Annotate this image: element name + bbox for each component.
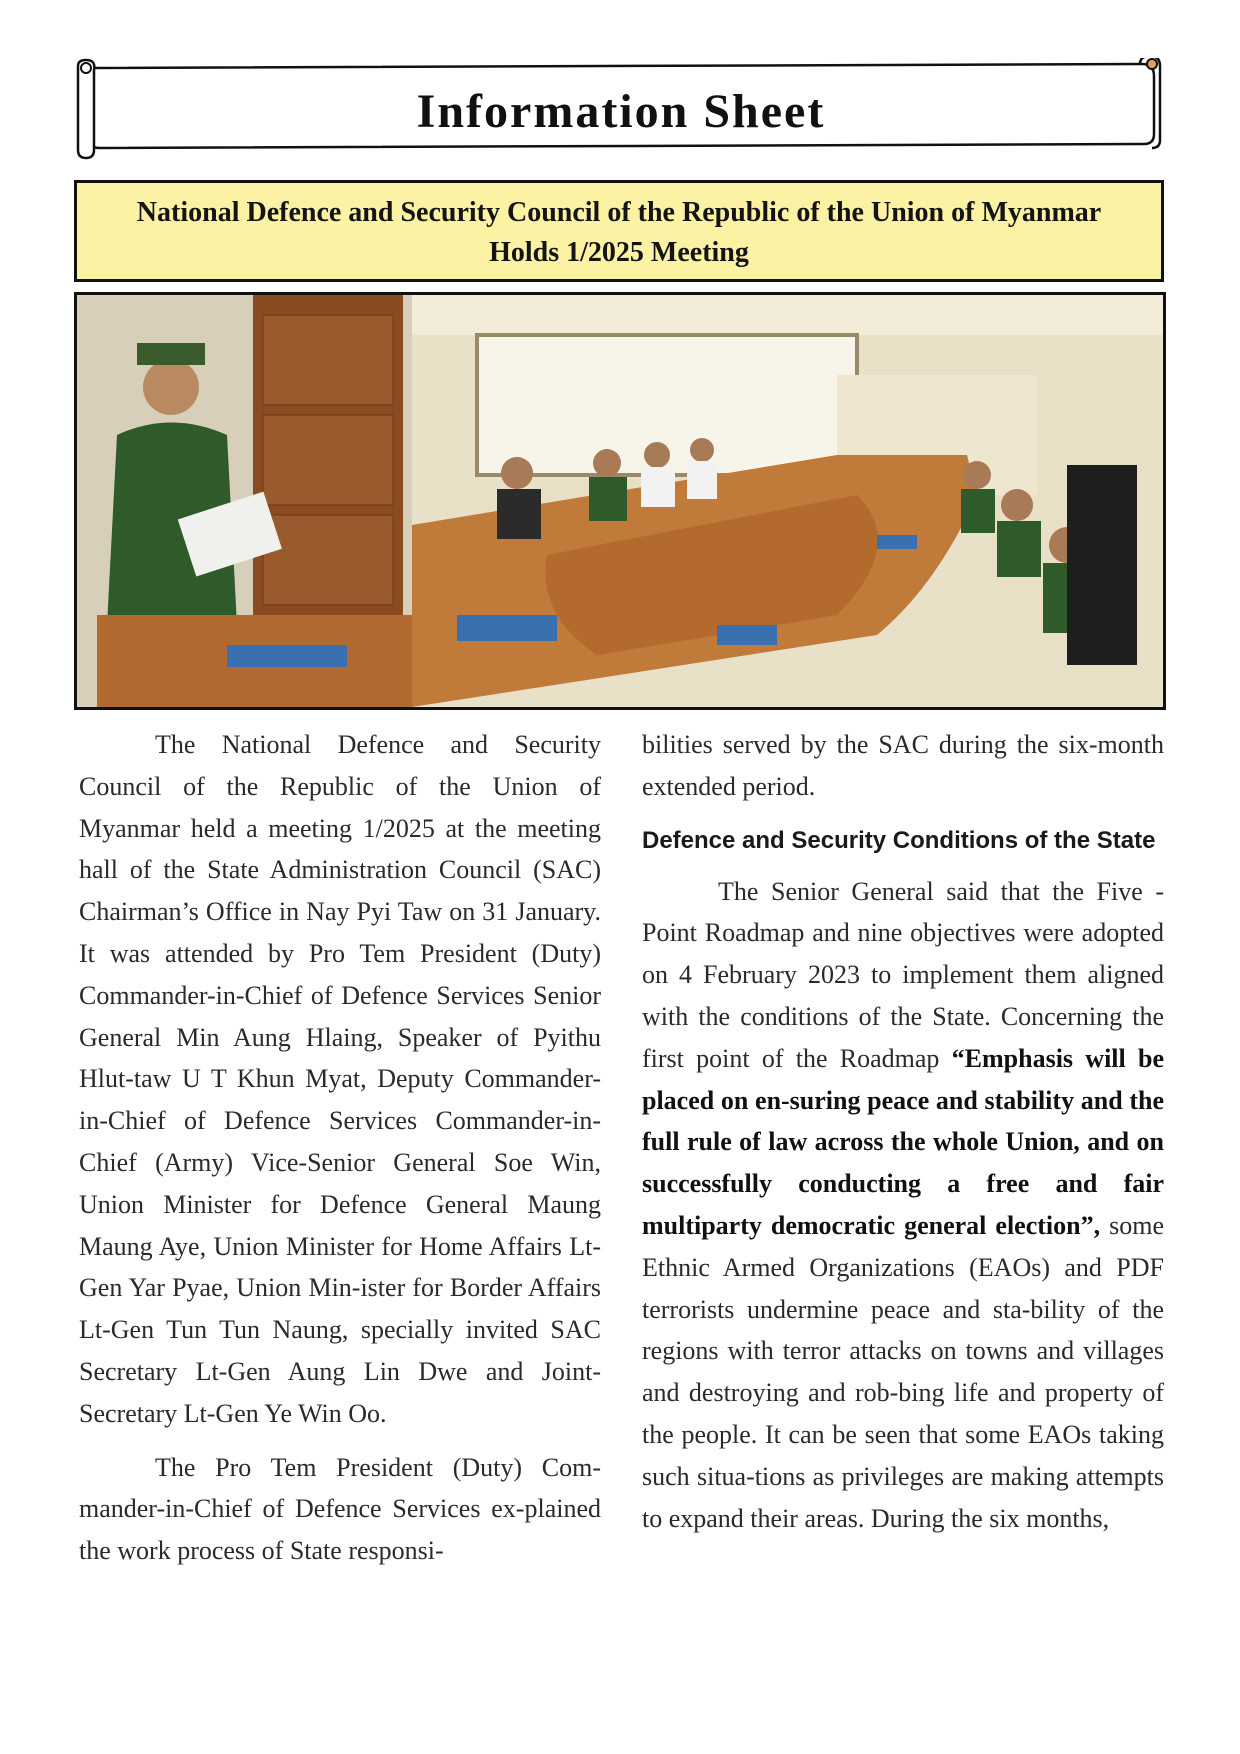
article-column-right (642, 724, 1164, 1551)
article-paragraph: The National Defence and Security Council of the Republic of the Union of Myanmar held a meeting 1/2025 at the meeting hall of the State Administration Council (SAC) Chairman’s Office in Nay Pyi Taw on 31 January. It was attended by Pro Tem President (Duty) Commander-in-Chief of Defence Services Senior General Min Aung Hlaing, Speaker of Pyithu Hlut-taw U T Khun Myat, Deputy Commander-in-Chief of Defence Services Commander-in-Chief (Army) Vice-Senior General Soe Win, Union Minister for Defence General Maung Maung Aye, Union Minister for Home Affairs Lt-Gen Yar Pyae, Union Min-ister for Border Affairs Lt-Gen Tun Tun Naung, specially invited SAC Secretary Lt-Gen Aung Lin Dwe and Joint-Secretary Lt-Gen Ye Win Oo. (79, 730, 601, 1428)
meeting-photo (74, 292, 1166, 710)
title-banner (74, 58, 1168, 162)
paragraph-text: some Ethnic Armed Organizations (EAOs) and PDF terrorists undermine peace and sta-bility of the regions with terror attacks on towns and villages and destroying and rob-bing life and property of the people. It can be seen that some EAOs taking such situa-tions as privileges are making attempts to expand their areas. During the six months, (642, 1210, 1164, 1533)
article-paragraph: bilities served by the SAC during the six-month extended period. (642, 730, 1164, 801)
article-paragraph: The Pro Tem President (Duty) Com-mander-in-Chief of Defence Services ex-plained the work process of State responsi- (79, 1452, 601, 1566)
roadmap-quote: “Emphasis will be placed on en-suring peace and stability and the full rule of law across the whole Union, and on successfully conducting a free and fair multiparty democratic general election”, (642, 1043, 1165, 1240)
article-paragraph (642, 871, 1164, 1540)
meeting-photo-icon (77, 295, 1163, 707)
headline-line-2: Holds 1/2025 Meeting (489, 237, 749, 268)
headline-line-1: National Defence and Security Council of the Republic of the Union of Myanmar (136, 197, 1102, 228)
page-title: Information Sheet (416, 85, 826, 138)
article-headline (74, 180, 1164, 282)
section-heading: Defence and Security Conditions of the State (642, 826, 1156, 854)
paragraph-text: The Senior General said that the Five -Point Roadmap and nine objectives were adopted on 4 February 2023 to implement them aligned with the conditions of the State. Concerning the first point of the Roadmap (642, 876, 1164, 1073)
article-column-left (79, 724, 601, 1584)
